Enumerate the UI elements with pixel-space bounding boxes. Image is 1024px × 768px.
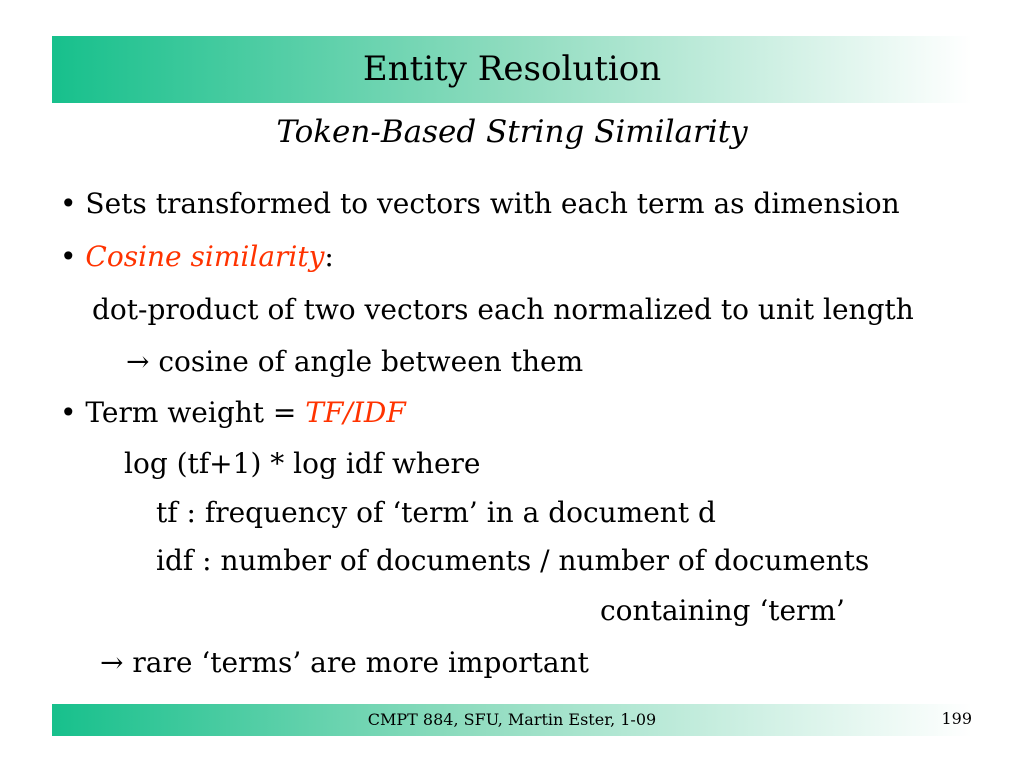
bullet-icon: • xyxy=(60,240,77,273)
cosine-similarity-term: Cosine similarity xyxy=(85,240,325,273)
cosine-description: dot-product of two vectors each normalized to unit length xyxy=(92,293,914,326)
bullet-2 xyxy=(60,239,334,275)
conclusion xyxy=(100,645,589,681)
arrow-icon: → xyxy=(100,646,124,679)
tfidf-term: TF/IDF xyxy=(305,396,406,429)
footer-text: CMPT 884, SFU, Martin Ester, 1-09 xyxy=(367,710,657,729)
term-weight-label: Term weight = xyxy=(85,396,306,429)
cosine-result-text: cosine of angle between them xyxy=(158,345,584,378)
arrow-icon: → xyxy=(126,345,150,378)
bullet-1 xyxy=(60,186,900,222)
cosine-result xyxy=(126,344,583,380)
tfidf-formula: log (tf+1) * log idf where xyxy=(124,447,481,480)
bullet-icon: • xyxy=(60,396,77,429)
idf-definition: idf : number of documents / number of documents xyxy=(156,544,870,577)
tf-definition: tf : frequency of ‘term’ in a document d xyxy=(156,496,716,529)
slide-subtitle: Token-Based String Similarity xyxy=(276,114,748,150)
bullet-2-colon: : xyxy=(324,240,334,273)
bullet-1-text: Sets transformed to vectors with each term as dimension xyxy=(85,187,900,220)
conclusion-text: rare ‘terms’ are more important xyxy=(132,646,589,679)
bullet-icon: • xyxy=(60,187,77,220)
slide-title: Entity Resolution xyxy=(362,49,662,89)
bullet-3 xyxy=(60,395,406,431)
idf-definition-continued: containing ‘term’ xyxy=(600,594,845,627)
page-number: 199 xyxy=(941,709,972,728)
